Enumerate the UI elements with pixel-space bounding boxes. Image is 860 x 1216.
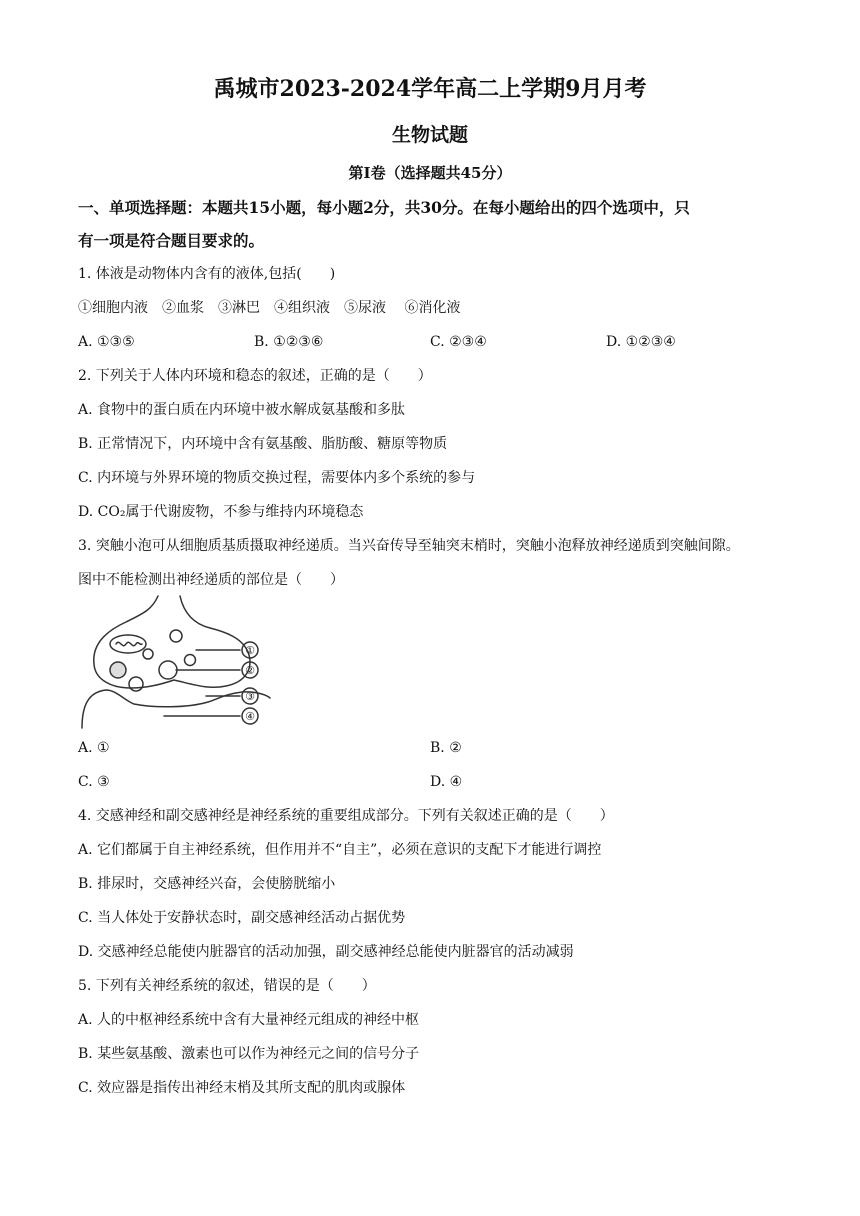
q2-option-a: A. 食物中的蛋白质在内环境中被水解成氨基酸和多肽 — [78, 402, 406, 418]
q3-stem-line2: 图中不能检测出神经递质的部位是（ ） — [78, 572, 344, 588]
synaptic-vesicle — [170, 630, 182, 642]
q1-stem: 1. 体液是动物体内含有的液体,包括( ) — [78, 266, 336, 282]
synaptic-vesicle — [185, 655, 196, 666]
q5-stem: 5. 下列有关神经系统的叙述，错误的是（ ） — [78, 978, 376, 994]
q4-option-a: A. 它们都属于自主神经系统，但作用并不“自主”，必须在意识的支配下才能进行调控 — [78, 842, 602, 858]
q4-option-c: C. 当人体处于安静状态时，副交感神经活动占据优势 — [78, 910, 406, 926]
diagram-label-2: ② — [245, 664, 255, 677]
q4-stem: 4. 交感神经和副交感神经是神经系统的重要组成部分。下列有关叙述正确的是（ ） — [78, 808, 614, 824]
q3-option-c: C. ③ — [78, 774, 110, 790]
q3-stem-line1: 3. 突触小泡可从细胞质基质摄取神经递质。当兴奋传导至轴突末梢时，突触小泡释放神经递质到突触间隙。 — [78, 538, 740, 554]
q2-option-b: B. 正常情况下，内环境中含有氨基酸、脂肪酸、糖原等物质 — [78, 436, 448, 452]
exam-title: 禹城市2023-2024学年高二上学期9月月考 — [213, 76, 647, 102]
q3-option-d: D. ④ — [430, 774, 463, 790]
exam-subtitle: 生物试题 — [391, 124, 468, 146]
q4-option-b: B. 排尿时，交感神经兴奋，会使膀胱缩小 — [78, 876, 336, 892]
q2-stem: 2. 下列关于人体内环境和稳态的叙述，正确的是（ ） — [78, 368, 432, 384]
q2-option-c: C. 内环境与外界环境的物质交换过程，需要体内多个系统的参与 — [78, 470, 476, 486]
synaptic-vesicle — [129, 677, 143, 691]
synaptic-vesicle — [143, 649, 153, 659]
q4-option-d: D. 交感神经总能使内脏器官的活动加强，副交感神经总能使内脏器官的活动减弱 — [78, 944, 574, 960]
section-heading: 第Ⅰ卷（选择题共45分） — [348, 164, 512, 182]
q1-option-d: D. ①②③④ — [606, 334, 676, 350]
diagram-label-4: ④ — [245, 710, 255, 723]
q3-option-a: A. ① — [78, 740, 110, 756]
diagram-label-1: ① — [245, 644, 255, 657]
part1-heading-line1: 一、单项选择题：本题共15小题，每小题2分，共30分。在每小题给出的四个选项中，只 — [78, 198, 690, 217]
q5-option-c: C. 效应器是指传出神经末梢及其所支配的肌肉或腺体 — [78, 1080, 406, 1096]
q1-option-b: B. ①②③⑥ — [254, 334, 324, 350]
q5-option-a: A. 人的中枢神经系统中含有大量神经元组成的神经中枢 — [78, 1012, 420, 1028]
q3-option-b: B. ② — [430, 740, 462, 756]
synaptic-vesicle — [110, 662, 126, 678]
part1-heading-line2: 有一项是符合题目要求的。 — [78, 231, 265, 250]
q1-option-a: A. ①③⑤ — [78, 334, 135, 350]
synapse-diagram — [76, 594, 272, 730]
diagram-label-3: ③ — [245, 690, 255, 703]
q5-option-b: B. 某些氨基酸、激素也可以作为神经元之间的信号分子 — [78, 1046, 420, 1062]
q2-option-d: D. CO₂属于代谢废物，不参与维持内环境稳态 — [78, 504, 364, 520]
q1-option-c: C. ②③④ — [430, 334, 487, 350]
q1-items: ①细胞内液 ②血浆 ③淋巴 ④组织液 ⑤尿液 ⑥消化液 — [78, 300, 461, 316]
synaptic-vesicle — [159, 661, 177, 679]
